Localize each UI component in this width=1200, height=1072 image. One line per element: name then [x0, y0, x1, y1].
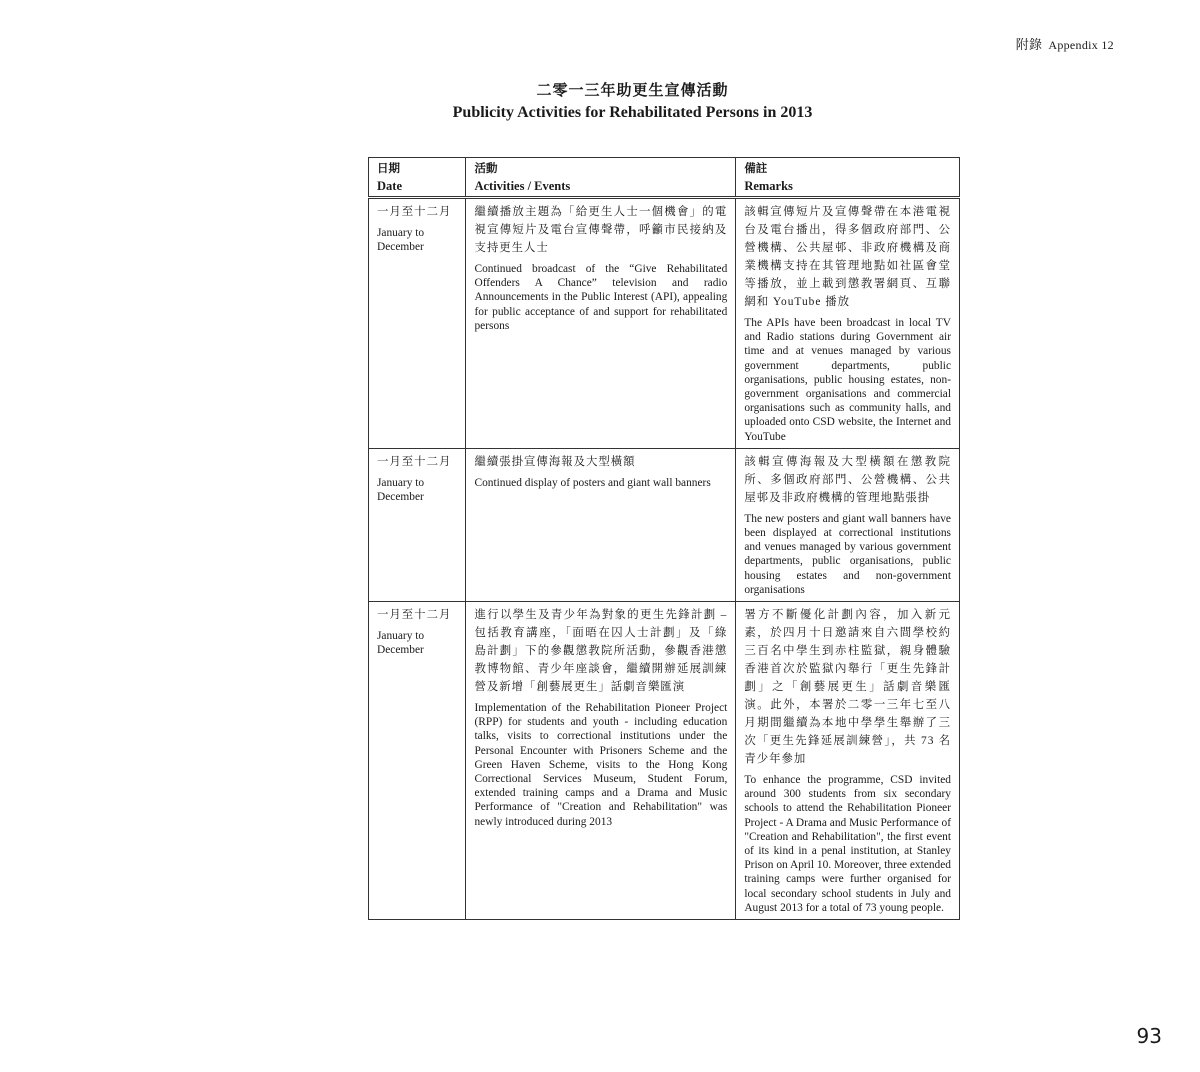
remarks-cell: [736, 198, 960, 449]
date-cell: [369, 198, 466, 449]
activity-zh: 進行以學生及青少年為對象的更生先鋒計劃 – 包括教育講座，「面晤在囚人士計劃」及「綠島計劃」下的參觀懲教院所活動，參觀香港懲教博物館、青少年座談會，繼續開辦延展訓練營及新增「創藝展更生」話劇音樂匯演: [474, 609, 728, 694]
date-cell: [369, 448, 466, 601]
header-activities: [466, 158, 736, 198]
page-number: 93: [1136, 1024, 1162, 1048]
header-remarks: [736, 158, 960, 198]
remarks-en: The new posters and giant wall banners have been displayed at correctional institutions and venues managed by various government departments, public organisations, public housing estates and non-government organisations: [744, 512, 951, 596]
activity-cell: [466, 602, 736, 920]
remarks-en: The APIs have been broadcast in local TV and Radio stations during Government air time and at venues managed by various government departments, public organisations, public housing estates, non-government organisations and commercial organisations such as community halls, and uploaded onto CSD website, the Internet and YouTube: [744, 317, 951, 443]
header-date: [369, 158, 466, 198]
table-row: [369, 448, 960, 601]
document-title: [0, 80, 1200, 124]
remarks-zh: 該輯宣傳短片及宣傳聲帶在本港電視台及電台播出，得多個政府部門、公營機構、公共屋邨、非政府機構及商業機構支持在其管理地點如社區會堂等播放，並上載到懲教署網頁、互聯網和 YouTube 播放: [744, 206, 951, 308]
activity-en: Continued broadcast of the “Give Rehabilitated Offenders A Chance” television and radio Announcements in the Public Interest (API), appealing for public acceptance of and support for rehabilitated persons: [474, 263, 728, 332]
activity-zh: 繼續張掛宣傳海報及大型橫額: [474, 455, 636, 468]
header-date-en: Date: [377, 179, 402, 193]
appendix-label-zh: 附錄: [1015, 37, 1043, 52]
header-date-zh: 日期: [377, 163, 400, 175]
header-activities-zh: 活動: [474, 163, 498, 175]
title-en: Publicity Activities for Rehabilitated Persons in 2013: [452, 104, 813, 121]
remarks-cell: [736, 448, 960, 601]
activity-en: Continued display of posters and giant wall banners: [474, 476, 711, 489]
remarks-zh: 該輯宣傳海報及大型橫額在懲教院所、多個政府部門、公營機構、公共屋邨及非政府機構的管理地點張掛: [744, 455, 951, 504]
date-en: January to December: [377, 476, 425, 504]
remarks-zh: 署方不斷優化計劃內容，加入新元素，於四月十日邀請來自六間學校約三百名中學生到赤柱監獄，親身體驗香港首次於監獄內舉行「更生先鋒計劃」之「創藝展更生」話劇音樂匯演。此外，本署於二零一三年七至八月期間繼續為本地中學學生舉辦了三次「更生先鋒延展訓練營」，共 73 名青少年參加: [744, 609, 951, 766]
date-cell: [369, 602, 466, 920]
table-header-row: [369, 158, 960, 198]
date-zh: 一月至十二月: [377, 455, 452, 468]
appendix-label: [1016, 34, 1114, 53]
activities-table: [368, 157, 960, 920]
header-activities-en: Activities / Events: [474, 179, 571, 193]
date-zh: 一月至十二月: [377, 609, 452, 622]
activity-cell: [466, 448, 736, 601]
activity-cell: [466, 198, 736, 449]
date-en: January to December: [377, 630, 425, 657]
appendix-label-en: Appendix 12: [1048, 38, 1114, 52]
date-en: January to December: [377, 227, 425, 254]
date-zh: 一月至十二月: [377, 206, 452, 218]
title-zh: 二零一三年助更生宣傳活動: [536, 83, 729, 99]
header-remarks-en: Remarks: [744, 179, 793, 193]
remarks-en: To enhance the programme, CSD invited around 300 students from six secondary schools to attend the Rehabilitation Pioneer Project - A Drama and Music Performance of "Creation and Rehabilitation", the first event of its kind in a penal institution, at Stanley Prison on April 10. Moreover, three extended training camps were further organised for local secondary school students in July and August 2013 for a total of 73 young people.: [744, 774, 951, 914]
table-row: [369, 602, 960, 920]
header-remarks-zh: 備註: [744, 163, 768, 175]
activity-zh: 繼續播放主題為「給更生人士一個機會」的電視宣傳短片及電台宣傳聲帶，呼籲市民接納及支持更生人士: [474, 206, 728, 254]
table-row: [369, 198, 960, 449]
remarks-cell: [736, 602, 960, 920]
activity-en: Implementation of the Rehabilitation Pioneer Project (RPP) for students and youth - including education talks, visits to correctional institutions under the Personal Encounter with Prisoners Scheme and the Green Haven Scheme, visits to the Hong Kong Correctional Services Museum, Student Forum, extended training camps and a Drama and Music Performance of "Creation and Rehabilitation" was newly introduced during 2013: [474, 702, 728, 828]
